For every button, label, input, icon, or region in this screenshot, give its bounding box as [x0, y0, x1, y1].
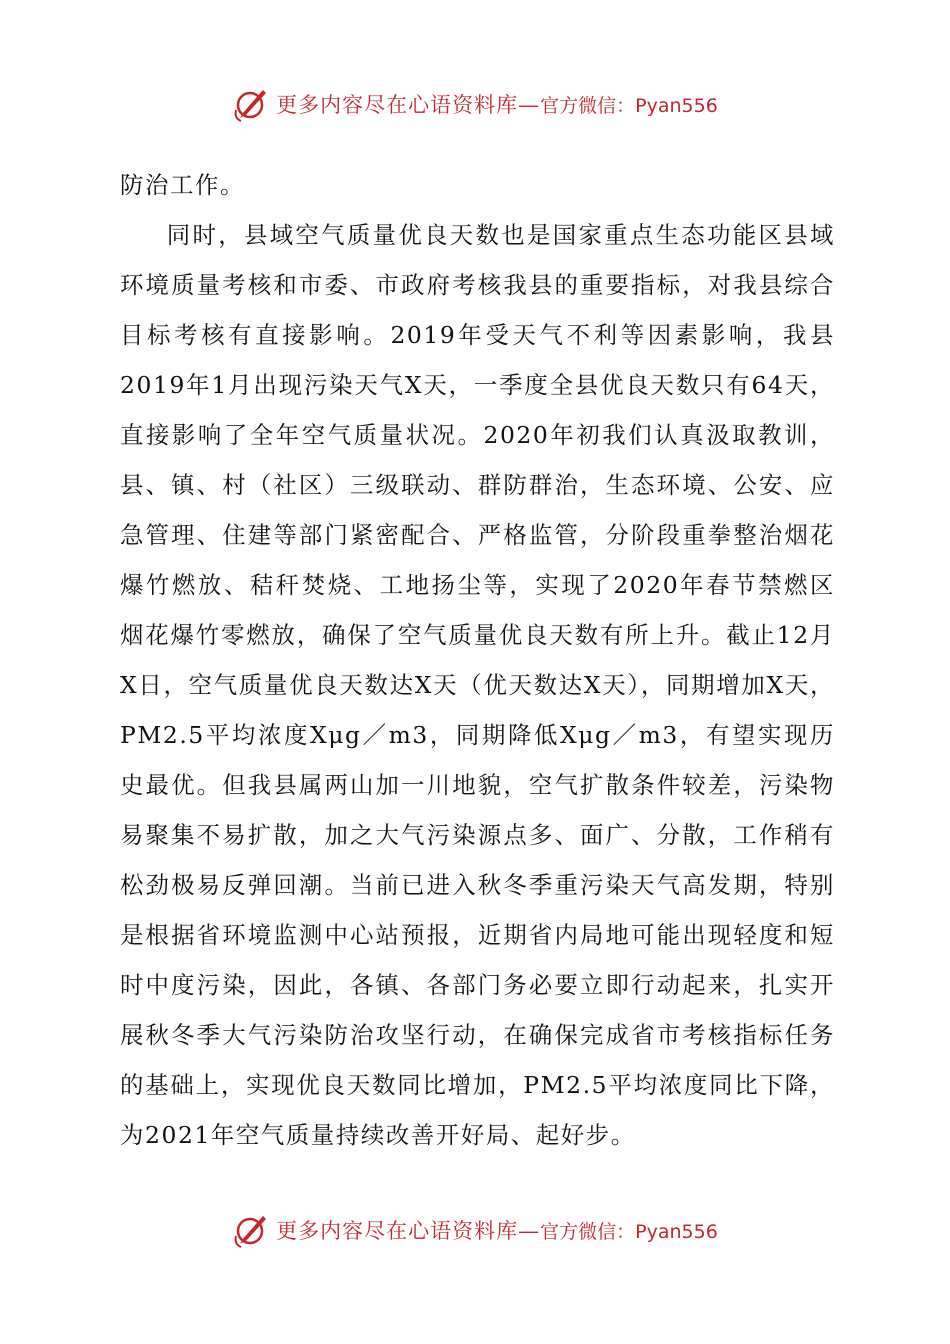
paragraph-main: 同时，县域空气质量优良天数也是国家重点生态功能区县域环境质量考核和市委、市政府考核我县的重要指标，对我县综合目标考核有直接影响。2019年受天气不利等因素影响，我县2019年1月出现污染天气X天，一季度全县优良天数只有64天，直接影响了全年空气质量状况。2020年初我们认真汲取教训，县、镇、村（社区）三级联动、群防群治，生态环境、公安、应急管理、住建等部门紧密配合、严格监管，分阶段重拳整治烟花爆竹燃放、秸秆焚烧、工地扬尘等，实现了2020年春节禁燃区烟花爆竹零燃放，确保了空气质量优良天数有所上升。截止12月X日，空气质量优良天数达X天（优天数达X天），同期增加X天，PM2.5平均浓度Xμg／m3，同期降低Xμg／m3，有望实现历史最优。但我县属两山加一川地貌，空气扩散条件较差，污染物易聚集不易扩散，加之大气污染源点多、面广、分散，工作稍有松劲极易反弹回潮。当前已进入秋冬季重污染天气高发期，特别是根据省环境监测中心站预报，近期省内局地可能出现轻度和短时中度污染，因此，各镇、各部门务必要立即行动起来，扎实开展秋冬季大气污染防治攻坚行动，在确保完成省市考核指标任务的基础上，实现优良天数同比增加，PM2.5平均浓度同比下降，为2021年空气质量持续改善开好局、起好步。 [120, 221, 835, 1149]
watermark-title: 更多内容尽在心语资料库— [276, 93, 541, 117]
document-body [120, 160, 835, 1160]
footer-watermark [0, 1208, 950, 1252]
watermark-title: 更多内容尽在心语资料库— [276, 1219, 541, 1243]
quill-logo-icon [232, 1210, 272, 1250]
paragraph-continuation: 防治工作。 [120, 171, 245, 199]
watermark-text [276, 1215, 718, 1245]
header-watermark [0, 82, 950, 126]
watermark-contact: 官方微信：Pyan556 [540, 1221, 718, 1243]
watermark-contact: 官方微信：Pyan556 [540, 95, 718, 117]
watermark-text [276, 89, 718, 119]
quill-logo-icon [232, 84, 272, 124]
